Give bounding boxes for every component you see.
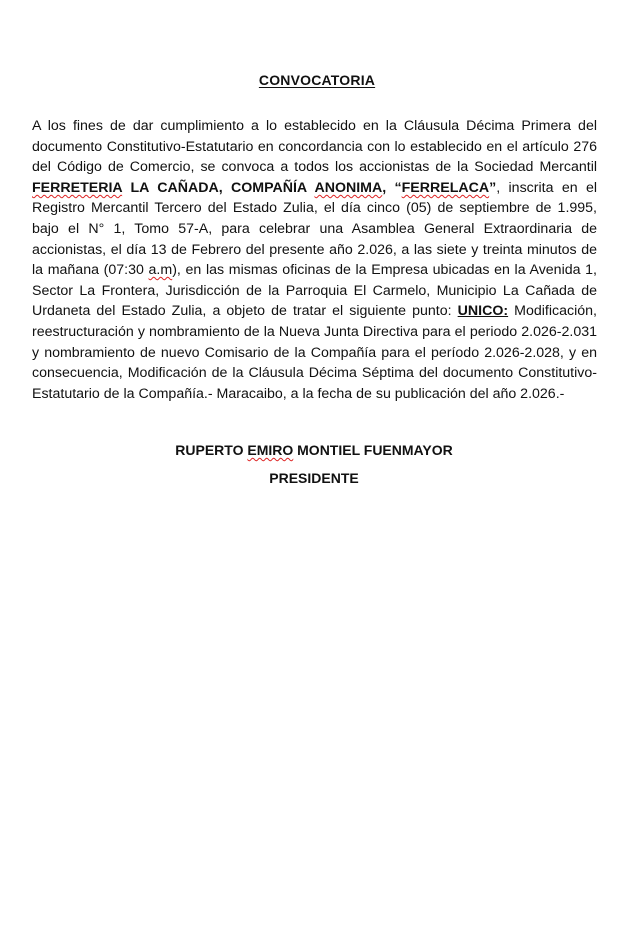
body-am: a.m <box>148 262 173 279</box>
company-word-3: ANONIMA <box>314 179 383 196</box>
signatory-name <box>0 442 628 458</box>
body-agenda: Modificación, reestructuración y nombramiento de la Nueva Junta Directiva para el periodo 2.026-2.031 y nombramiento de nuevo Comisario de la Compañía para el período 2.026-2.028, y en consecuencia, Modificación de la Cláusula Décima Séptima del documento Constitutivo-Estatutario de la Compañía.- Maracaibo, a la fecha de su publicación del año 2.026.- <box>32 303 597 402</box>
body-intro: A los fines de dar cumplimiento a lo establecido en la Cláusula Décima Primera del documento Constitutivo-Estatutario en concordancia con lo establecido en el artículo 276 del Código de Comercio, se convoca a todos los accionistas de la Sociedad Mercantil <box>32 118 597 176</box>
signatory-role: PRESIDENTE <box>269 470 359 486</box>
company-end-quote: ” <box>489 179 497 196</box>
company-word-1: FERRETERIA <box>32 179 123 196</box>
company-name <box>32 180 496 196</box>
company-separator: , “ <box>382 179 402 196</box>
company-acronym: FERRELACA <box>401 179 490 196</box>
signatory-name-part2: EMIRO <box>247 442 294 458</box>
signatory-name-part3: MONTIEL FUENMAYOR <box>293 442 453 458</box>
signatory-name-part1: RUPERTO <box>175 442 248 458</box>
convocation-body <box>32 116 597 404</box>
title-text: CONVOCATORIA <box>258 72 376 88</box>
company-word-2: LA CAÑADA, COMPAÑÍA <box>122 179 315 196</box>
document-title <box>0 72 634 88</box>
body-location: ), en las mismas oficinas de la Empresa ubicadas en la Avenida 1, Sector La Frontera, Jurisdicción de la Parroquia El Carmelo, Municipio La Cañada de Urdaneta del Estado Zulia, a objeto de tratar el siguiente punto: <box>32 262 597 320</box>
agenda-label: UNICO: <box>457 303 509 320</box>
body-registration: , inscrita en el Registro Mercantil Tercero del Estado Zulia, el día cinco (05) de septiembre de 1.995, bajo el N° 1, Tomo 57-A, para celebrar una Asamblea General Extraordinaria de accionistas, el día 13 de Febrero del presente año 2.026, a las siete y treinta minutos de la mañana (07:30 <box>32 179 597 279</box>
